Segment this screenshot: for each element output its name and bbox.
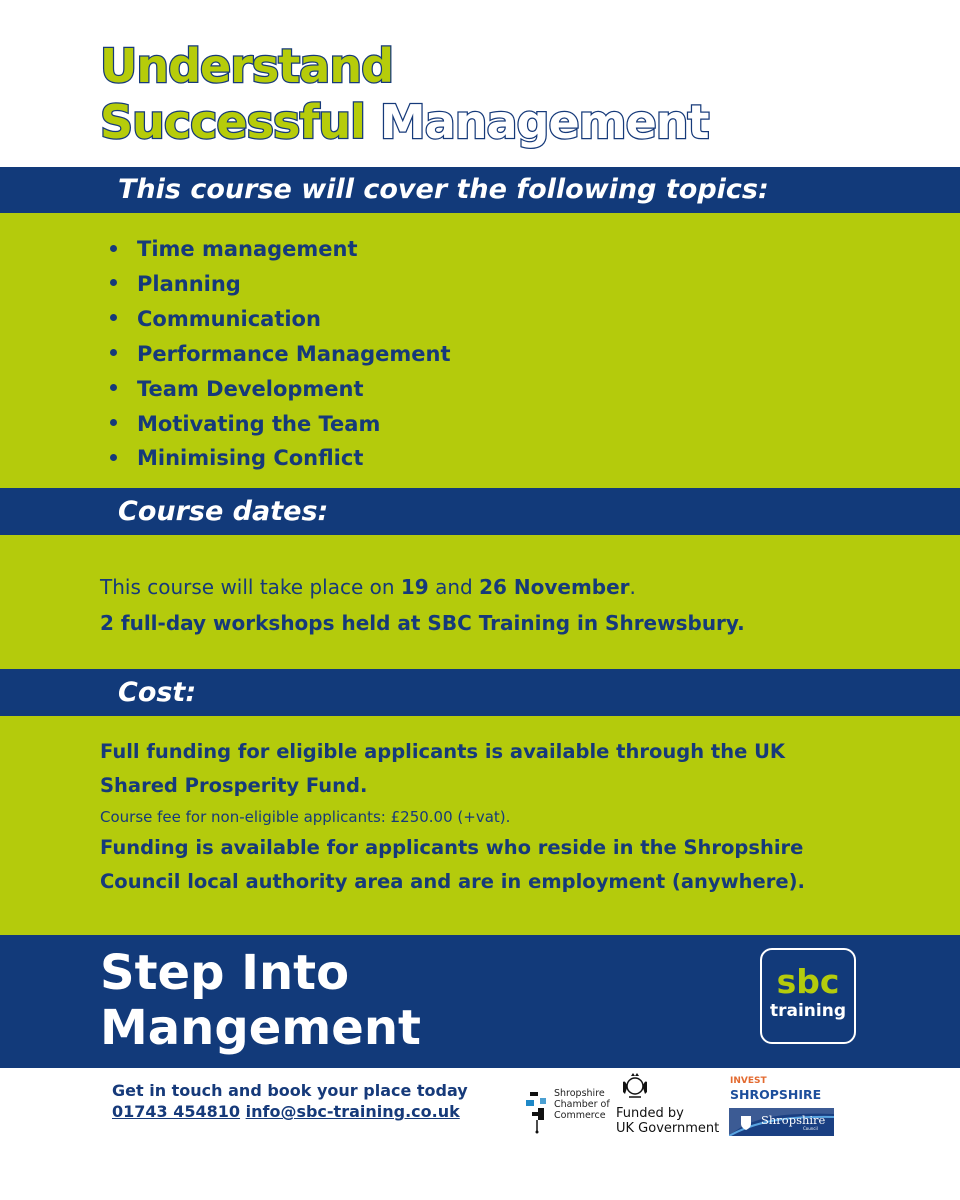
shropshire-text: SHROPSHIRE — [730, 1087, 822, 1102]
invest-shropshire-logo — [730, 1074, 821, 1102]
title-line-1: Understand — [100, 39, 393, 93]
bullet-icon — [110, 245, 117, 252]
cost-header-band — [0, 669, 960, 716]
bullet-icon — [110, 314, 117, 321]
title-line-2 — [100, 94, 709, 150]
phone-link[interactable]: 01743 454810 — [112, 1102, 241, 1121]
title-word-successful: Successful — [100, 95, 365, 149]
dates-line-1: This course will take place on 19 and 26 November. — [100, 575, 636, 599]
topic-item: Performance Management — [110, 337, 451, 372]
bullet-icon — [110, 419, 117, 426]
course-fee: Course fee for non-eligible applicants: £250.00 (+vat). — [100, 808, 511, 826]
topics-heading: This course will cover the following topics: — [118, 174, 769, 205]
topics-header-band — [0, 167, 960, 213]
eligibility-line-2: Council local authority area and are in employment (anywhere). — [100, 870, 805, 893]
sbc-logo-text: sbc — [776, 962, 840, 1001]
topic-item: Time management — [110, 232, 451, 267]
eligibility-line-1: Funding is available for applicants who reside in the Shropshire — [100, 836, 804, 859]
topic-item: Planning — [110, 267, 451, 302]
funding-line-2: Shared Prosperity Fund. — [100, 774, 368, 797]
funding-line-1: Full funding for eligible applicants is available through the UK — [100, 740, 786, 763]
banner-line-1: Step Into — [100, 945, 350, 1001]
topic-item: Team Development — [110, 372, 451, 407]
cost-text — [100, 735, 805, 899]
email-link[interactable]: info@sbc-training.co.uk — [245, 1102, 460, 1121]
sbc-training-logo — [760, 948, 856, 1044]
chamber-of-commerce-logo — [524, 1086, 620, 1142]
bullet-icon — [110, 384, 117, 391]
page-title — [100, 38, 709, 150]
bullet-icon — [110, 349, 117, 356]
footer — [0, 1068, 960, 1200]
contact-cta: Get in touch and book your place today — [112, 1081, 468, 1100]
title-word-management: Management — [379, 95, 709, 149]
topic-item: Communication — [110, 302, 451, 337]
uk-government-text: Funded by UK Government — [616, 1106, 720, 1136]
banner-line-2: Mangement — [100, 1000, 421, 1056]
topic-item: Motivating the Team — [110, 407, 451, 442]
training-logo-text: training — [769, 1001, 846, 1021]
uk-government-logo — [616, 1072, 726, 1136]
step-into-banner — [0, 935, 960, 1068]
topic-item: Minimising Conflict — [110, 441, 451, 476]
invest-text: INVEST — [730, 1076, 767, 1086]
dates-line-2: 2 full-day workshops held at SBC Training in Shrewsbury. — [100, 611, 745, 635]
dates-text — [100, 569, 745, 641]
chamber-text: Shropshire Chamber of Commerce — [554, 1088, 610, 1121]
dates-header-band — [0, 488, 960, 535]
shropshire-council-logo — [729, 1108, 834, 1136]
dates-heading: Course dates: — [118, 496, 329, 527]
topics-list — [110, 232, 451, 476]
cost-heading: Cost: — [118, 677, 197, 708]
chamber-icon — [524, 1090, 550, 1134]
council-name: Shropshire — [761, 1113, 826, 1127]
royal-crest-icon — [620, 1072, 650, 1100]
banner-headline — [100, 946, 421, 1056]
council-sub: Council — [803, 1126, 818, 1131]
contact-block — [112, 1080, 468, 1122]
bullet-icon — [110, 454, 117, 461]
contact-links — [112, 1101, 468, 1122]
bullet-icon — [110, 279, 117, 286]
